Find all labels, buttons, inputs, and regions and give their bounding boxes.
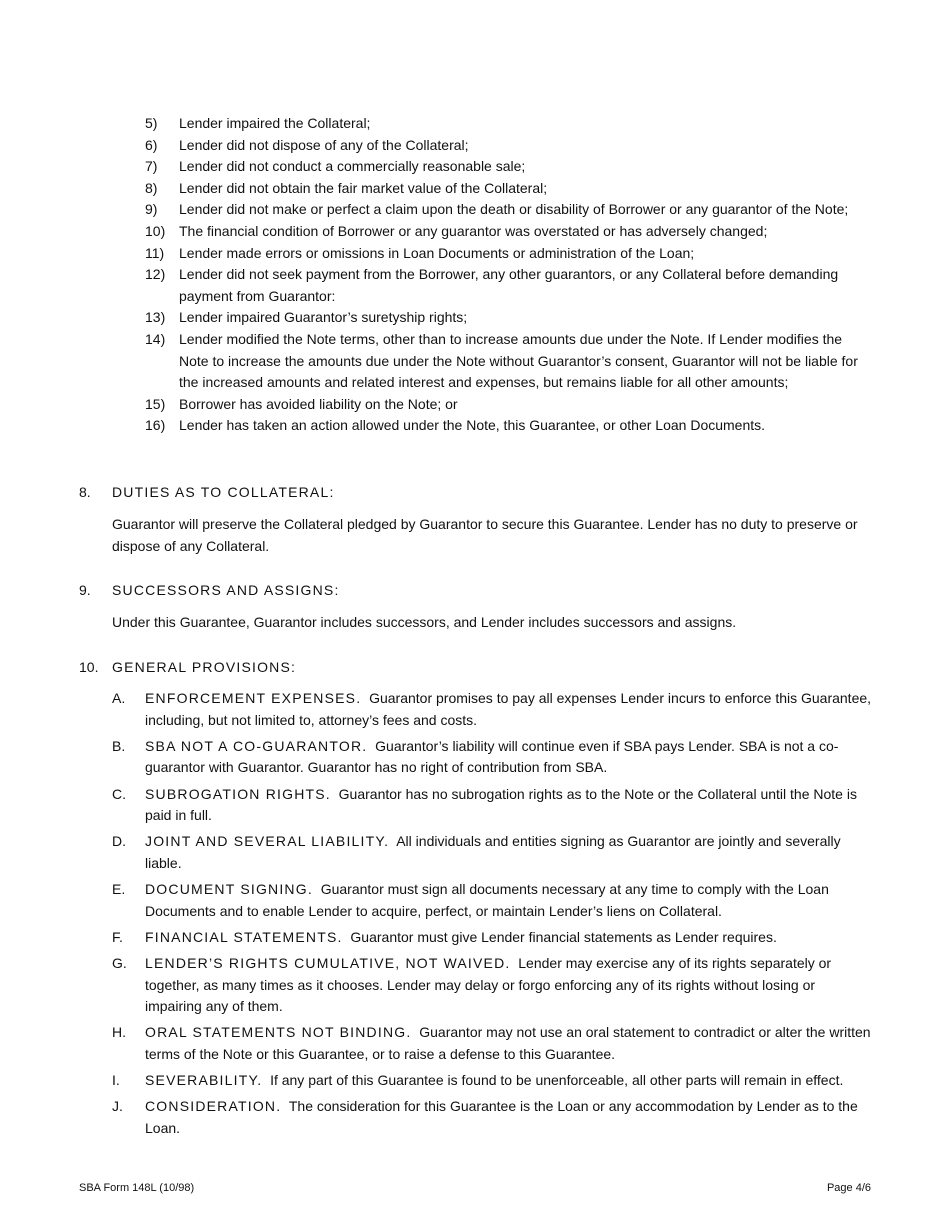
list-item-text: Lender did not dispose of any of the Collateral;	[179, 136, 469, 153]
list-item-text: The financial condition of Borrower or any guarantor was overstated or has adversely changed;	[179, 222, 768, 239]
provision-text: Guarantor may not use an oral statement to contradict or alter the written terms of the Note or this Guarantee, or to raise a defense to this Guarantee.	[145, 1024, 871, 1063]
list-item-number: 13)	[145, 309, 166, 326]
list-item-text: Lender has taken an action allowed under the Note, this Guarantee, or other Loan Documents.	[179, 417, 766, 434]
provision-letter: H.	[112, 1024, 126, 1041]
section-body: Guarantor will preserve the Collateral pledged by Guarantor to secure this Guarantee. Lender has no duty to preserve or dispose of any Collateral.	[112, 516, 858, 554]
list-item-number: 7)	[145, 158, 158, 175]
provision-title: ORAL STATEMENTS NOT BINDING.	[145, 1024, 412, 1041]
list-item-text: Lender impaired Guarantor’s suretyship rights;	[179, 309, 468, 326]
provision-text: Guarantor must sign all documents necessary at any time to comply with the Loan Documents and to enable Lender to acquire, perfect, or maintain Lender’s liens on Collateral.	[145, 881, 829, 919]
provision-text: Lender may exercise any of its rights separately or together, as many times as it chooses. Lender may delay or forgo enforcing any of its rights without losing or impairing any of them.	[145, 955, 832, 1015]
list-item	[145, 243, 870, 265]
list-item-text: Lender impaired the Collateral;	[179, 115, 371, 131]
list-item-text: Lender modified the Note terms, other than to increase amounts due under the Note. If Lender modifies the Note to increase the amounts due under the Note without Guarantor’s consent, Guarantor will not be liable for the increased amounts and related interest and expenses, but remains liable for all other amounts;	[179, 330, 858, 391]
section-duties-collateral	[79, 482, 874, 557]
provision-text: Guarantor promises to pay all expenses Lender incurs to enforce this Guarantee, including, but not limited to, attorney’s fees and costs.	[145, 690, 872, 728]
provision-item	[79, 831, 874, 874]
section-number: 9.	[79, 582, 91, 598]
provision-item	[79, 784, 874, 827]
section-heading	[79, 580, 874, 601]
provision-title: LENDER’S RIGHTS CUMULATIVE, NOT WAIVED.	[145, 955, 511, 972]
provision-text: Guarantor has no subrogation rights as to the Note or the Collateral until the Note is paid in full.	[145, 785, 857, 824]
section-title: DUTIES AS TO COLLATERAL:	[112, 484, 335, 500]
provision-title: JOINT AND SEVERAL LIABILITY.	[145, 833, 390, 850]
list-item-text: Lender made errors or omissions in Loan Documents or administration of the Loan;	[179, 244, 695, 261]
list-item-number: 11)	[145, 244, 165, 261]
list-item-number: 8)	[145, 179, 158, 196]
list-item-text: Lender did not conduct a commercially reasonable sale;	[179, 158, 526, 175]
footer-page-number: Page 4/6	[826, 1182, 871, 1194]
list-item	[145, 329, 870, 394]
section-title: GENERAL PROVISIONS:	[112, 659, 297, 675]
section-number: 8.	[79, 484, 91, 500]
list-item	[145, 135, 870, 157]
list-item	[145, 221, 870, 243]
list-item-text: Lender did not seek payment from the Borrower, any other guarantors, or any Collateral before demanding payment from Guarantor:	[179, 266, 839, 304]
provision-letter: F.	[112, 928, 123, 945]
defense-list	[145, 113, 870, 437]
provision-letter: A.	[112, 690, 126, 706]
footer-form-id: SBA Form 148L (10/98)	[79, 1182, 195, 1194]
provision-letter: G.	[112, 955, 127, 972]
list-item-number: 16)	[145, 417, 166, 434]
provision-text: Guarantor’s liability will continue even if SBA pays Lender. SBA is not a co-guarantor with Guarantor. Guarantor has no right of contribution from SBA.	[145, 737, 839, 776]
list-item-number: 6)	[145, 136, 158, 153]
list-item-text: Lender did not obtain the fair market value of the Collateral;	[179, 179, 548, 196]
provision-title: SBA NOT A CO-GUARANTOR.	[145, 737, 368, 754]
list-item-text: Borrower has avoided liability on the Note; or	[179, 395, 458, 412]
section-successors-assigns	[79, 580, 874, 634]
provision-text: If any part of this Guarantee is found to be unenforceable, all other parts will remain in effect.	[270, 1072, 844, 1089]
provision-letter: B.	[112, 737, 126, 754]
provision-item	[79, 879, 874, 922]
list-item-text: Lender did not make or perfect a claim upon the death or disability of Borrower or any guarantor of the Note;	[179, 201, 849, 218]
list-item	[145, 415, 870, 437]
provision-letter: I.	[112, 1072, 120, 1089]
provision-title: DOCUMENT SIGNING.	[145, 881, 313, 898]
provision-item	[79, 736, 874, 779]
provision-item	[79, 1096, 874, 1139]
provision-letter: J.	[112, 1098, 123, 1115]
list-item	[145, 394, 870, 416]
section-title: SUCCESSORS AND ASSIGNS:	[112, 582, 340, 598]
list-item	[145, 264, 870, 307]
provision-title: ENFORCEMENT EXPENSES.	[145, 690, 362, 706]
list-item-number: 9)	[145, 201, 158, 218]
section-body: Under this Guarantee, Guarantor includes successors, and Lender includes successors and assigns.	[112, 614, 737, 630]
provision-title: FINANCIAL STATEMENTS.	[145, 928, 343, 945]
section-general-provisions	[79, 657, 874, 1144]
list-item-number: 12)	[145, 266, 166, 283]
list-item-number: 15)	[145, 395, 166, 412]
section-number: 10.	[79, 659, 99, 675]
list-item-number: 14)	[145, 330, 166, 347]
provision-title: SUBROGATION RIGHTS.	[145, 785, 331, 802]
provision-item	[79, 953, 874, 1018]
section-heading	[79, 657, 874, 678]
provision-letter: E.	[112, 881, 126, 898]
provision-text: The consideration for this Guarantee is the Loan or any accommodation by Lender as to the Loan.	[145, 1098, 858, 1137]
list-item	[145, 156, 870, 178]
provision-text: All individuals and entities signing as Guarantor are jointly and severally liable.	[145, 833, 841, 871]
provision-item	[79, 1022, 874, 1065]
section-heading	[79, 482, 874, 503]
provision-text: Guarantor must give Lender financial statements as Lender requires.	[350, 928, 777, 945]
provision-item	[79, 1070, 874, 1092]
provision-letter: C.	[112, 785, 126, 802]
provision-title: CONSIDERATION.	[145, 1098, 282, 1115]
list-item	[145, 113, 870, 135]
list-item-number: 5)	[145, 115, 158, 131]
list-item	[145, 199, 870, 221]
list-item	[145, 307, 870, 329]
list-item-number: 10)	[145, 222, 166, 239]
list-item	[145, 178, 870, 200]
provision-item	[79, 927, 874, 949]
provision-title: SEVERABILITY.	[145, 1072, 263, 1089]
provision-letter: D.	[112, 833, 126, 850]
provision-item	[79, 688, 874, 731]
provisions-list	[79, 688, 874, 1140]
